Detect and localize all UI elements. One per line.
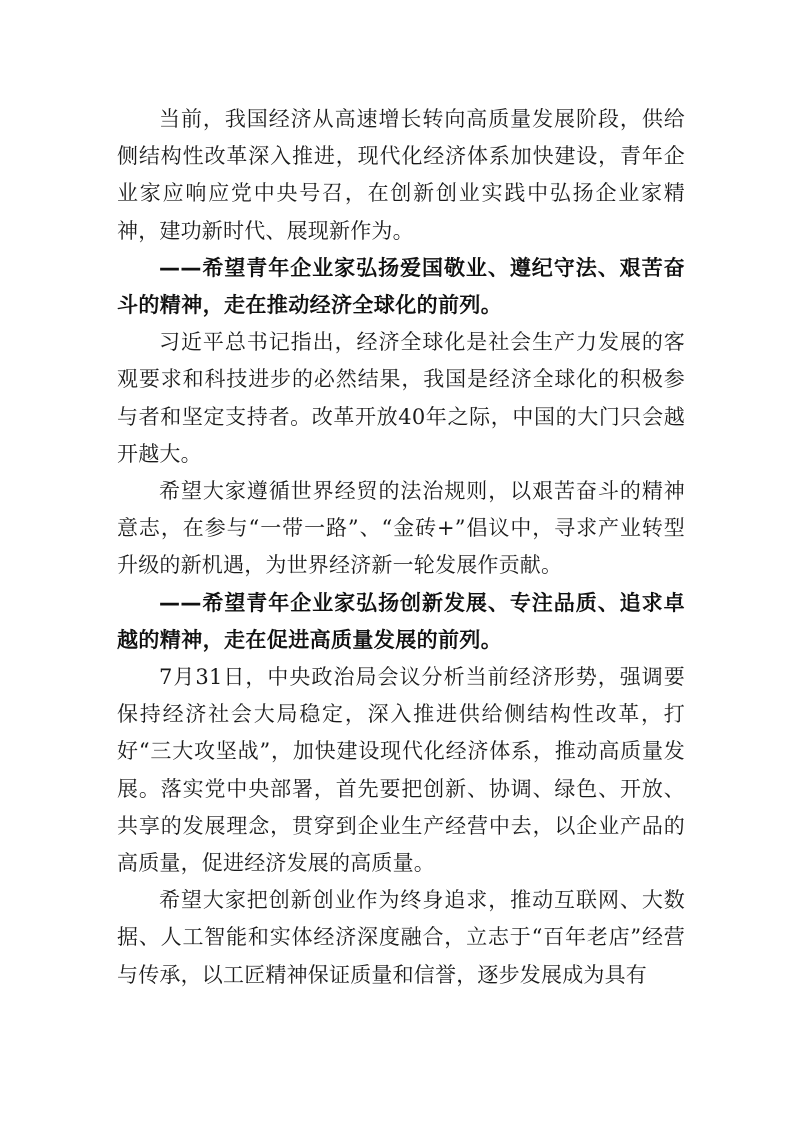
paragraph-globalization-quote: 习近平总书记指出，经济全球化是社会生产力发展的客观要求和科技进步的必然结果，我国是经济全球化的积极参与者和坚定支持者。改革开放40年之际，中国的大门只会越开越大。	[117, 330, 685, 466]
paragraph-belt-and-road: 希望大家遵循世界经贸的法治规则，以艰苦奋斗的精神意志，在参与“一带一路”、“金砖+”倡议中，寻求产业转型升级的新机遇，为世界经济新一轮发展作贡献。	[117, 479, 685, 578]
paragraph-politburo-meeting: 7月31日，中央政治局会议分析当前经济形势，强调要保持经济社会大局稳定，深入推进供给侧结构性改革，打好“三大攻坚战”，加快建设现代化经济体系，推动高质量发展。落实党中央部署，首先要把创新、协调、绿色、开放、共享的发展理念，贯穿到企业生产经营中去，以企业产品的高质量，促进经济发展的高质量。	[117, 665, 685, 876]
heading-globalization: ——希望青年企业家弘扬爱国敬业、遵纪守法、艰苦奋斗的精神，走在推动经济全球化的前列。	[117, 255, 685, 318]
paragraph-economic-transition: 当前，我国经济从高速增长转向高质量发展阶段，供给侧结构性改革深入推进，现代化经济体系加快建设，青年企业家应响应党中央号召，在创新创业实践中弘扬企业家精神，建功新时代、展现新作为。	[117, 107, 685, 243]
heading-high-quality-development: ——希望青年企业家弘扬创新发展、专注品质、追求卓越的精神，走在促进高质量发展的前列。	[117, 590, 685, 652]
paragraph-innovation-pursuit: 希望大家把创新创业作为终身追求，推动互联网、大数据、人工智能和实体经济深度融合，立志于“百年老店”经营与传承，以工匠精神保证质量和信誉，逐步发展成为具有	[117, 888, 685, 987]
